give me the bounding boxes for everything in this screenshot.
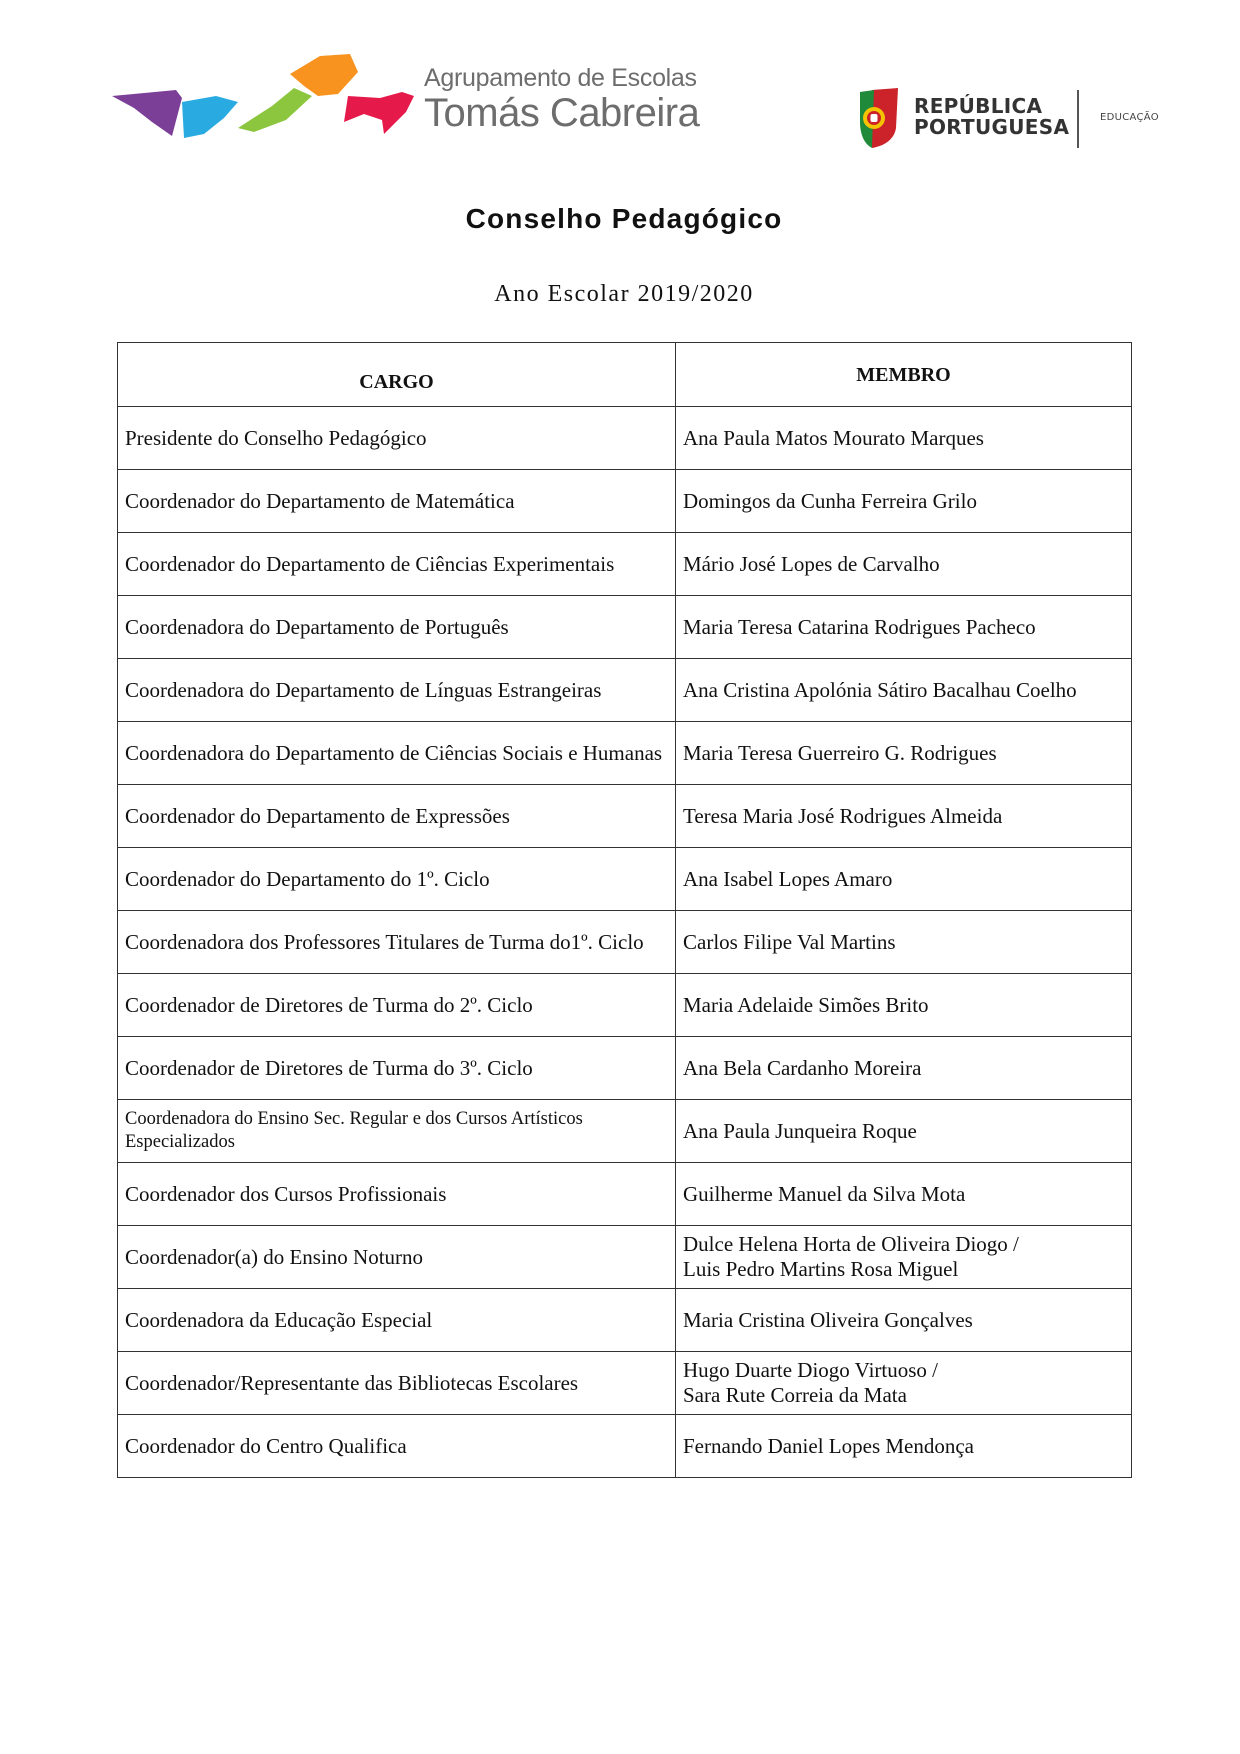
table-row xyxy=(118,407,1132,470)
school-logo-icon xyxy=(112,52,422,138)
cargo-cell: Coordenadora do Departamento de Línguas Estrangeiras xyxy=(118,659,676,722)
membro-cell xyxy=(676,1226,1132,1289)
republic-emblem-icon xyxy=(858,88,902,150)
membro-line: Dulce Helena Horta de Oliveira Diogo / xyxy=(683,1232,1019,1256)
logo-blue-shape xyxy=(182,96,238,138)
school-name-line2: Tomás Cabreira xyxy=(424,91,700,135)
membro-line: Hugo Duarte Diogo Virtuoso / xyxy=(683,1358,938,1382)
table-row xyxy=(118,1037,1132,1100)
cargo-cell: Coordenador do Centro Qualifica xyxy=(118,1415,676,1478)
cargo-cell: Coordenador do Departamento de Matemática xyxy=(118,470,676,533)
document-title: Conselho Pedagógico xyxy=(465,203,783,234)
logo-purple-shape xyxy=(112,90,182,136)
cargo-cell: Coordenador do Departamento de Ciências Experimentais xyxy=(118,533,676,596)
table-row xyxy=(118,596,1132,659)
column-header-cargo-label: CARGO xyxy=(359,371,434,393)
membro-cell: Teresa Maria José Rodrigues Almeida xyxy=(676,785,1132,848)
membro-cell: Fernando Daniel Lopes Mendonça xyxy=(676,1415,1132,1478)
membro-cell: Maria Teresa Guerreiro G. Rodrigues xyxy=(676,722,1132,785)
logo-green-shape xyxy=(238,88,312,132)
table-row xyxy=(118,1289,1132,1352)
republic-name-line1: REPÚBLICA xyxy=(914,94,1043,118)
ministry-label: EDUCAÇÃO xyxy=(1100,112,1159,123)
header-divider xyxy=(1077,90,1079,148)
document-subtitle: Ano Escolar 2019/2020 xyxy=(494,281,754,307)
membro-cell: Maria Cristina Oliveira Gonçalves xyxy=(676,1289,1132,1352)
cargo-cell: Presidente do Conselho Pedagógico xyxy=(118,407,676,470)
table-row xyxy=(118,848,1132,911)
membro-cell xyxy=(676,1352,1132,1415)
cargo-cell: Coordenadora do Departamento de Ciências Sociais e Humanas xyxy=(118,722,676,785)
school-name-line1: Agrupamento de Escolas xyxy=(424,64,697,92)
table-row xyxy=(118,659,1132,722)
cargo-cell: Coordenador do Departamento de Expressões xyxy=(118,785,676,848)
table-row xyxy=(118,1352,1132,1415)
cargo-cell: Coordenadora da Educação Especial xyxy=(118,1289,676,1352)
membro-cell: Guilherme Manuel da Silva Mota xyxy=(676,1163,1132,1226)
membro-cell: Ana Bela Cardanho Moreira xyxy=(676,1037,1132,1100)
membro-line: Sara Rute Correia da Mata xyxy=(683,1383,907,1407)
table-row xyxy=(118,1226,1132,1289)
table-row xyxy=(118,1415,1132,1478)
table-header-row xyxy=(118,343,1132,407)
membro-cell: Maria Teresa Catarina Rodrigues Pacheco xyxy=(676,596,1132,659)
cargo-cell: Coordenador do Departamento do 1º. Ciclo xyxy=(118,848,676,911)
table-row xyxy=(118,533,1132,596)
membro-cell: Maria Adelaide Simões Brito xyxy=(676,974,1132,1037)
table-row xyxy=(118,911,1132,974)
membro-cell: Domingos da Cunha Ferreira Grilo xyxy=(676,470,1132,533)
column-header-membro xyxy=(676,343,1132,407)
members-table xyxy=(117,342,1132,1478)
cargo-cell: Coordenadora do Departamento de Português xyxy=(118,596,676,659)
page-header xyxy=(0,0,1240,170)
membro-cell: Ana Cristina Apolónia Sátiro Bacalhau Coelho xyxy=(676,659,1132,722)
cargo-cell: Coordenadora do Ensino Sec. Regular e dos Cursos Artísticos Especializados xyxy=(118,1100,676,1163)
table-row xyxy=(118,974,1132,1037)
logo-orange-shape xyxy=(290,54,358,96)
cargo-cell: Coordenador/Representante das Bibliotecas Escolares xyxy=(118,1352,676,1415)
membro-cell: Ana Isabel Lopes Amaro xyxy=(676,848,1132,911)
column-header-cargo xyxy=(118,343,676,407)
republic-name xyxy=(914,96,1069,138)
cargo-cell: Coordenador de Diretores de Turma do 2º. Ciclo xyxy=(118,974,676,1037)
school-name xyxy=(424,64,699,134)
cargo-cell: Coordenador de Diretores de Turma do 3º. Ciclo xyxy=(118,1037,676,1100)
table-row xyxy=(118,1100,1132,1163)
cargo-cell: Coordenadora dos Professores Titulares de Turma do1º. Ciclo xyxy=(118,911,676,974)
membro-cell: Ana Paula Matos Mourato Marques xyxy=(676,407,1132,470)
membro-cell: Mário José Lopes de Carvalho xyxy=(676,533,1132,596)
cargo-cell: Coordenador(a) do Ensino Noturno xyxy=(118,1226,676,1289)
column-header-membro-label: MEMBRO xyxy=(856,364,951,386)
logo-red-shape xyxy=(344,92,414,134)
table-row xyxy=(118,1163,1132,1226)
table-row xyxy=(118,785,1132,848)
table-row xyxy=(118,470,1132,533)
membro-cell: Carlos Filipe Val Martins xyxy=(676,911,1132,974)
membro-line: Luis Pedro Martins Rosa Miguel xyxy=(683,1257,959,1281)
republic-name-line2: PORTUGUESA xyxy=(914,115,1070,139)
cargo-cell: Coordenador dos Cursos Profissionais xyxy=(118,1163,676,1226)
membro-cell: Ana Paula Junqueira Roque xyxy=(676,1100,1132,1163)
table-row xyxy=(118,722,1132,785)
